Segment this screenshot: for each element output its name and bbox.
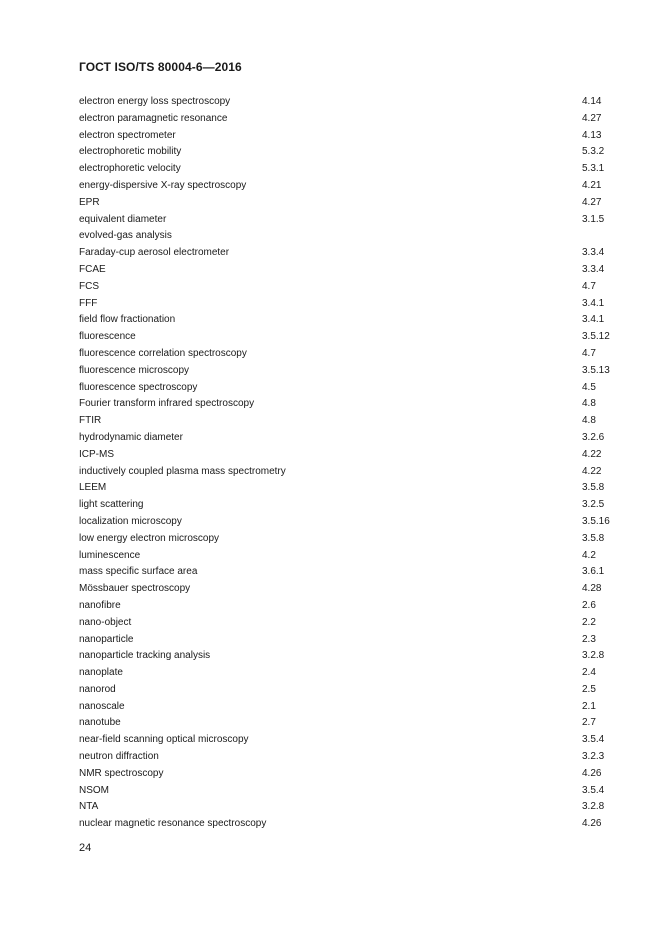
index-entry-row [79, 564, 604, 581]
index-entry-row [79, 816, 604, 833]
index-term: NTA [79, 801, 99, 813]
index-term: low energy electron microscopy [79, 532, 220, 544]
index-entry-row [79, 766, 604, 783]
index-term: light scattering [79, 499, 144, 511]
index-term: equivalent diameter [79, 213, 167, 225]
index-term: localization microscopy [79, 515, 182, 527]
index-section-reference: 3.2.8 [582, 650, 605, 662]
index-term: FFF [79, 297, 98, 309]
index-section-reference: 4.8 [582, 398, 596, 410]
index-entry-row [79, 598, 604, 615]
index-term: nanoplate [79, 667, 123, 679]
index-entry-row [79, 413, 604, 430]
index-section-reference: 3.5.12 [582, 331, 610, 343]
index-term: fluorescence microscopy [79, 364, 190, 376]
index-entry-row [79, 632, 604, 649]
index-section-reference: 3.2.6 [582, 431, 605, 443]
index-section-reference: 3.4.1 [582, 314, 605, 326]
index-entry-row [79, 715, 604, 732]
index-entry-row [79, 480, 604, 497]
index-term: LEEM [79, 482, 107, 494]
index-section-reference: 3.2.8 [582, 801, 605, 813]
index-term: nanofibre [79, 599, 121, 611]
index-section-reference: 4.13 [582, 129, 602, 141]
index-entry-row [79, 363, 610, 380]
index-entry-row [79, 94, 604, 111]
index-section-reference: 3.1.5 [582, 213, 605, 225]
index-term: electron energy loss spectroscopy [79, 96, 231, 107]
index-term: inductively coupled plasma mass spectrometry [79, 465, 286, 477]
index-entry-row [79, 749, 604, 766]
index-entry-row [79, 262, 604, 279]
index-term: nanorod [79, 683, 116, 695]
index-term: luminescence [79, 549, 141, 561]
index-section-reference: 4.28 [582, 583, 602, 595]
index-section-reference: 4.8 [582, 415, 596, 427]
index-term: NSOM [79, 784, 109, 796]
index-section-reference: 2.7 [582, 717, 596, 729]
index-entry-row [79, 380, 604, 397]
index-term: neutron diffraction [79, 751, 159, 763]
index-term: evolved-gas analysis [79, 230, 172, 242]
index-entry-row [79, 111, 604, 128]
index-section-reference: 2.2 [582, 616, 596, 628]
index-entry-row [79, 615, 604, 632]
index-section-reference: 3.5.13 [582, 364, 610, 376]
index-term: fluorescence correlation spectroscopy [79, 347, 247, 359]
index-entry-row [79, 699, 604, 716]
index-term: Mössbauer spectroscopy [79, 583, 191, 595]
index-section-reference: 4.22 [582, 448, 602, 460]
index-term: near-field scanning optical microscopy [79, 734, 249, 746]
index-entry-row [79, 396, 604, 413]
index-term: electron paramagnetic resonance [79, 112, 228, 124]
index-entry-row [79, 195, 604, 212]
index-term: EPR [79, 196, 100, 208]
index-term: electrophoretic velocity [79, 163, 181, 175]
index-section-reference: 2.5 [582, 683, 596, 695]
index-term: nuclear magnetic resonance spectroscopy [79, 818, 267, 830]
index-entry-row [79, 799, 604, 816]
index-entry-row [79, 430, 604, 447]
index-section-reference: 3.6.1 [582, 566, 605, 578]
index-entry-row [79, 346, 604, 363]
index-term: electron spectrometer [79, 129, 176, 141]
index-term: FCAE [79, 263, 106, 275]
index-term: electrophoretic mobility [79, 146, 182, 158]
index-entry-row [79, 128, 604, 145]
index-entry-row [79, 531, 604, 548]
index-section-reference: 4.21 [582, 179, 602, 191]
index-term: field flow fractionation [79, 314, 176, 326]
index-section-reference: 4.14 [582, 96, 602, 107]
index-section-reference: 4.26 [582, 767, 602, 779]
index-term: FTIR [79, 415, 102, 427]
index-section-reference: 4.5 [582, 381, 596, 393]
index-entry-row [79, 245, 604, 262]
index-entry-row [79, 228, 604, 245]
index-term: nanoparticle [79, 633, 134, 645]
index-section-reference: 4.27 [582, 112, 602, 124]
index-section-reference: 3.5.16 [582, 515, 610, 527]
index-entry-row [79, 447, 604, 464]
index-term: ICP-MS [79, 448, 114, 460]
index-section-reference: 3.3.4 [582, 263, 605, 275]
index-section-reference: 2.4 [582, 667, 596, 679]
index-section-reference: 3.5.8 [582, 532, 605, 544]
index-section-reference: 3.5.4 [582, 734, 605, 746]
index-entry-row [79, 279, 604, 296]
index-section-reference: 3.5.4 [582, 784, 605, 796]
index-entry-row [79, 783, 604, 800]
index-term: hydrodynamic diameter [79, 431, 183, 443]
index-entry-row [79, 161, 604, 178]
index-entry-row [79, 665, 604, 682]
index-section-reference: 5.3.2 [582, 146, 605, 158]
index-term: energy-dispersive X-ray spectroscopy [79, 179, 247, 191]
index-term: Faraday-cup aerosol electrometer [79, 247, 230, 259]
index-section-reference: 3.2.3 [582, 751, 605, 763]
index-section-reference: 3.4.1 [582, 297, 605, 309]
index-term: fluorescence [79, 331, 136, 343]
index-section-reference: 4.2 [582, 549, 596, 561]
index-section-reference: 4.26 [582, 818, 602, 830]
page-number: 24 [79, 842, 92, 854]
index-entry-row [79, 514, 610, 531]
index-term: nano-object [79, 616, 132, 628]
index-section-reference: 3.5.8 [582, 482, 605, 494]
document-header-title: ГОСТ ISO/TS 80004-6—2016 [79, 60, 242, 74]
index-section-reference: 2.1 [582, 700, 596, 712]
index-section-reference: 4.22 [582, 465, 602, 477]
index-entry-row [79, 312, 604, 329]
index-entry-row [79, 497, 604, 514]
index-section-reference: 3.2.5 [582, 499, 605, 511]
index-section-reference: 3.3.4 [582, 247, 605, 259]
index-entry-row [79, 464, 604, 481]
index-term: nanotube [79, 717, 121, 729]
index-term: NMR spectroscopy [79, 767, 164, 779]
index-entry-row [79, 648, 604, 665]
index-term: FCS [79, 280, 99, 292]
index-entry-row [79, 329, 610, 346]
index-section-reference: 4.7 [582, 280, 596, 292]
index-entry-row [79, 296, 604, 313]
index-section-reference: 5.3.1 [582, 163, 605, 175]
index-term: nanoscale [79, 700, 125, 712]
index-term: mass specific surface area [79, 566, 198, 578]
index-entry-row [79, 144, 604, 161]
index-section-reference: 2.6 [582, 599, 596, 611]
index-entry-row [79, 212, 604, 229]
index-entry-row [79, 682, 604, 699]
index-section-reference: 4.27 [582, 196, 602, 208]
index-term: nanoparticle tracking analysis [79, 650, 211, 662]
index-entry-row [79, 732, 604, 749]
index-term: Fourier transform infrared spectroscopy [79, 398, 255, 410]
index-term: fluorescence spectroscopy [79, 381, 198, 393]
index-section-reference: 4.7 [582, 347, 596, 359]
term-index-list [79, 94, 610, 833]
index-entry-row [79, 178, 604, 195]
index-entry-row [79, 581, 604, 598]
index-entry-row [79, 548, 604, 565]
index-section-reference: 2.3 [582, 633, 596, 645]
